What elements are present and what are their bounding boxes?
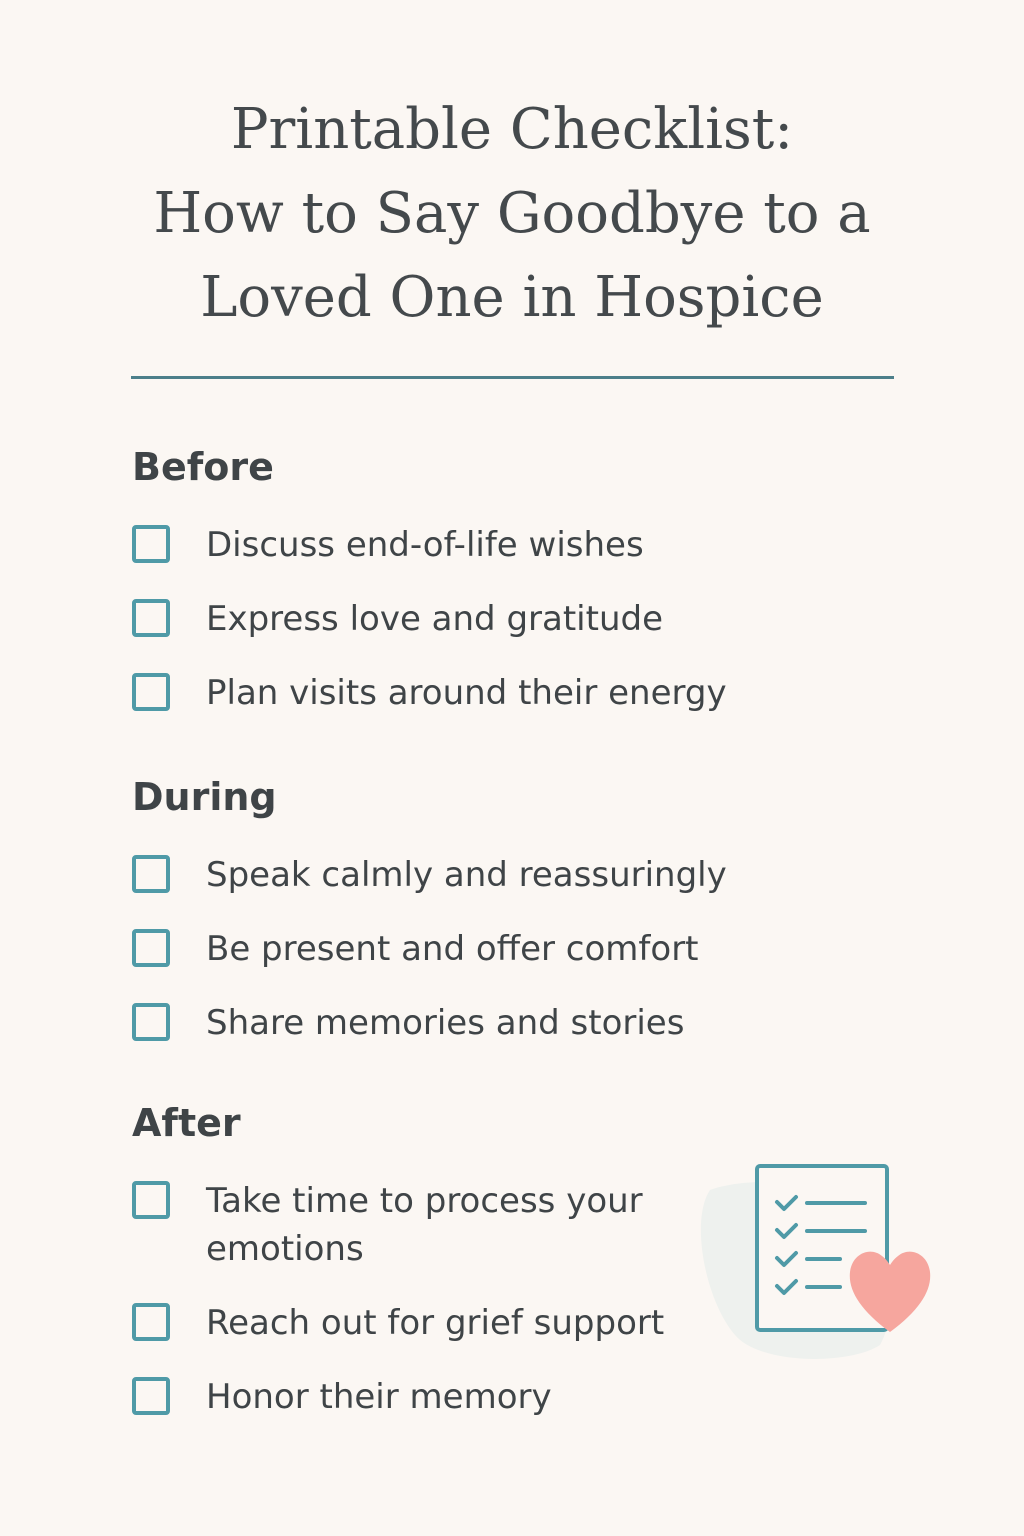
title-divider <box>131 376 894 379</box>
checklist-item[interactable] <box>132 595 686 643</box>
checklist-item[interactable] <box>132 925 806 973</box>
checklist-item-label: Be present and offer comfort <box>206 929 699 969</box>
checklist-item[interactable] <box>132 851 806 899</box>
section-heading-before: Before <box>132 445 274 489</box>
section-heading-after: After <box>132 1101 241 1145</box>
checklist-item-label: Take time to process your emotions <box>206 1181 643 1269</box>
title-line-2: How to Say Goodbye to a <box>153 181 871 246</box>
checklist-item-label: Speak calmly and reassuringly <box>206 855 727 895</box>
checklist-item-label: Honor their memory <box>206 1377 552 1417</box>
checkbox[interactable] <box>132 1181 170 1219</box>
checklist-item-label: Reach out for grief support <box>206 1303 665 1343</box>
checkbox[interactable] <box>132 1003 170 1041</box>
checklist-item[interactable] <box>132 1299 726 1347</box>
checkbox[interactable] <box>132 1377 170 1415</box>
checklist-item-label: Plan visits around their energy <box>206 673 727 713</box>
checkbox[interactable] <box>132 599 170 637</box>
checklist-item-label: Express love and gratitude <box>206 599 663 639</box>
section-heading-during: During <box>132 775 277 819</box>
checklist-item[interactable] <box>132 1177 686 1273</box>
checklist-item[interactable] <box>132 1373 726 1421</box>
checkbox[interactable] <box>132 673 170 711</box>
title-line-1: Printable Checklist: <box>230 97 794 162</box>
checkbox[interactable] <box>132 525 170 563</box>
checkbox[interactable] <box>132 855 170 893</box>
checklist-item[interactable] <box>132 521 686 569</box>
checklist-item[interactable] <box>132 999 806 1047</box>
checkbox[interactable] <box>132 1303 170 1341</box>
checklist-item[interactable] <box>132 669 806 717</box>
checkbox[interactable] <box>132 929 170 967</box>
checklist-item-label: Discuss end-of-life wishes <box>206 525 644 565</box>
checklist-item-label: Share memories and stories <box>206 1003 685 1043</box>
checklist-heart-icon <box>690 1150 950 1370</box>
title-line-3: Loved One in Hospice <box>200 265 824 330</box>
page-title <box>0 88 1024 340</box>
